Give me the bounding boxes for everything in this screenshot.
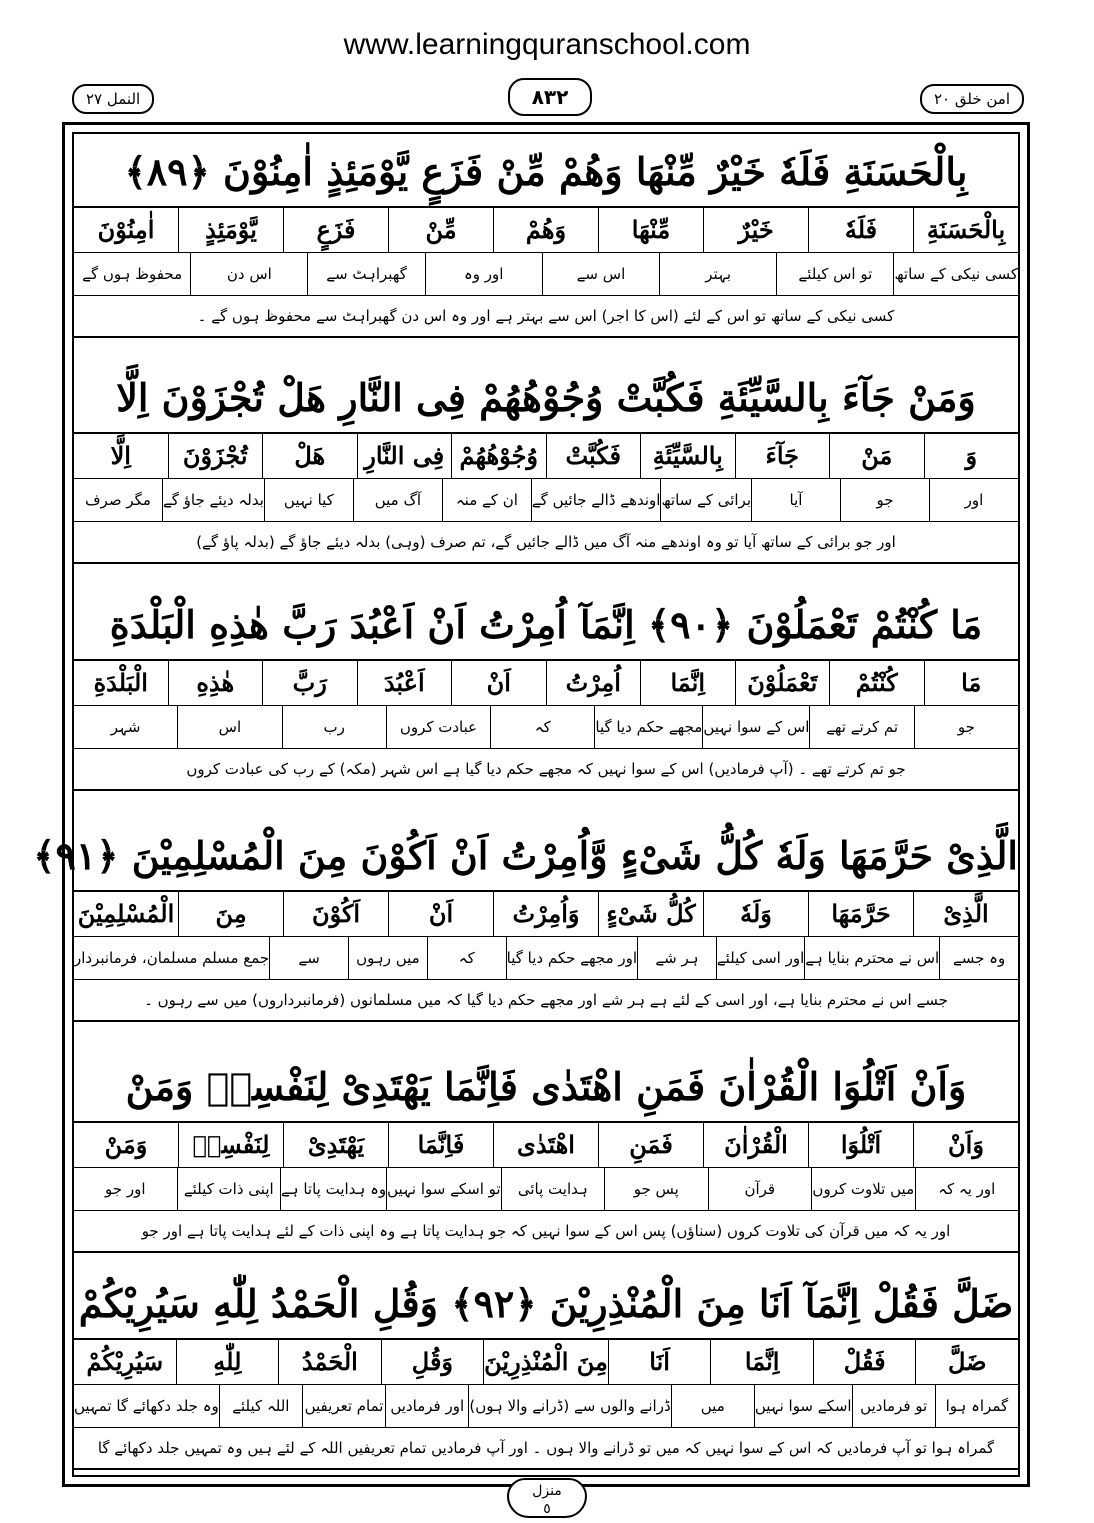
meaning-cell: سے [269, 937, 348, 979]
meaning-cell: اپنی ذات کیلئے [177, 1168, 280, 1210]
word-cell: مِّنْ [388, 208, 493, 252]
word-cell: الْبَلْدَةِ [93, 668, 148, 697]
meaning-cell: پس جو [604, 1168, 707, 1210]
word-cell: بِالسَّيِّئَةِ [640, 434, 735, 478]
meaning-cell: آیا [751, 479, 840, 521]
juz-label: امن خلق ٢٠ [920, 84, 1024, 114]
word-cell: هَلْ [262, 434, 357, 478]
meaning-cell: عبادت کروں [386, 706, 490, 748]
word-row [74, 208, 1018, 253]
meaning-cell: اس نے محترم بنایا ہے [804, 937, 939, 979]
surah-label: النمل ٢٧ [72, 84, 154, 114]
ayah-section [74, 1053, 1018, 1253]
meaning-cell: اور فرمادیں [385, 1385, 468, 1427]
meaning-cell: رب [282, 706, 386, 748]
manzil-badge [507, 1478, 587, 1518]
translation-line: اور جو برائی کے ساتھ آیا تو وہ اوندھے منہ آگ میں ڈالے جائیں گے، تم صرف (وہی) بدلہ دیئے جاؤ گے (بدلہ پاؤ گے) [74, 522, 1018, 564]
meaning-cell: جو [840, 479, 929, 521]
meaning-cell: تمام تعریفیں [302, 1385, 385, 1427]
meaning-cell: اور جو [105, 1180, 146, 1198]
manzil-label: منزل [532, 1483, 562, 1499]
word-cell: وَلَهٗ [703, 892, 808, 936]
meaning-cell: وہ جلد دکھائے گا تمہیں [73, 1397, 219, 1415]
meaning-cell: اس دن [190, 253, 307, 295]
meaning-cell: تو اس کیلئے [776, 253, 893, 295]
meaning-cell: اور [929, 479, 1018, 521]
word-cell: مِنَ الْمُنْذِرِيْنَ [483, 1340, 608, 1384]
meaning-cell: قرآن [708, 1168, 811, 1210]
ayah-text: وَاَنْ اَتْلُوَا الْقُرْاٰنَ فَمَنِ اهْتَدٰى فَاِنَّمَا يَهْتَدِىْ لِنَفْسِهٖ وَمَنْ [74, 1053, 1018, 1123]
meaning-cell: جو [914, 706, 1018, 748]
meaning-cell: اور مجھے حکم دیا گیا [506, 937, 637, 979]
word-cell: فَزَعٍ [283, 208, 388, 252]
meaning-cell: گمراہ ہوا [935, 1385, 1018, 1427]
meaning-cell: اللہ کیلئے [219, 1385, 302, 1427]
ayah-section [74, 138, 1018, 338]
meaning-cell: وہ ہدایت پاتا ہے [280, 1168, 386, 1210]
meaning-cell: کہ [427, 937, 506, 979]
word-cell: الْحَمْدُ [278, 1340, 381, 1384]
word-cell: فَكُبَّتْ [546, 434, 641, 478]
word-cell: اَنْ [451, 661, 546, 705]
word-cell: الَّذِىْ [913, 892, 1018, 936]
word-cell: يَّوْمَئِذٍ [178, 208, 283, 252]
ayah-text: وَمَنْ جَآءَ بِالسَّيِّئَةِ فَكُبَّتْ وُجُوْهُهُمْ فِى النَّارِ هَلْ تُجْزَوْنَ اِلَّا [74, 364, 1018, 434]
word-cell: وَقُلِ [381, 1340, 484, 1384]
meaning-cell: شہر [110, 718, 141, 736]
meaning-cell: بہتر [659, 253, 776, 295]
translation-line: کسی نیکی کے ساتھ تو اس کے لئے (اس کا اجر) اس سے بہتر ہے اور وہ اس دن گھبراہٹ سے محفوظ ہوں گے ۔ [74, 296, 1018, 338]
translation-line: جسے اس نے محترم بنایا ہے، اور اسی کے لئے ہے ہر شے اور مجھے حکم دیا گیا کہ میں مسلمانوں (فرمانبرداروں) میں سے رہوں ۔ [74, 980, 1018, 1022]
meaning-cell: اس [177, 706, 281, 748]
meaning-row [74, 706, 1018, 749]
meaning-cell: بدلہ دیئے جاؤ گے [162, 479, 264, 521]
word-cell: اِلَّا [110, 441, 131, 470]
meaning-cell: آگ میں [353, 479, 442, 521]
word-cell: فَقُلْ [813, 1340, 916, 1384]
meaning-row [74, 937, 1018, 980]
word-row [74, 1340, 1018, 1385]
ayah-section [74, 1270, 1018, 1470]
word-cell: الْقُرْاٰنَ [703, 1123, 808, 1167]
meaning-cell: اوندھے ڈالے جائیں گے [531, 479, 661, 521]
word-cell: بِالْحَسَنَةِ [913, 208, 1018, 252]
meaning-cell: اور یہ کہ [915, 1168, 1018, 1210]
word-cell: مِّنْهَا [598, 208, 703, 252]
meaning-row [74, 479, 1018, 522]
word-cell: لِنَفْسِهٖ [178, 1123, 283, 1167]
word-cell: فَمَنِ [598, 1123, 703, 1167]
meaning-cell: ان کے منہ [442, 479, 531, 521]
meaning-cell: مگر صرف [85, 491, 151, 509]
word-cell: اهْتَدٰى [493, 1123, 598, 1167]
meaning-row [74, 253, 1018, 296]
meaning-cell: کیا نہیں [264, 479, 353, 521]
word-cell: لِلّٰهِ [176, 1340, 279, 1384]
word-cell: هٰذِهِ [168, 661, 263, 705]
site-url: www.learningquranschool.com [343, 28, 751, 61]
meaning-cell: مجھے حکم دیا گیا [594, 706, 702, 748]
word-cell: تَعْمَلُوْنَ [735, 661, 830, 705]
word-cell: وَاُمِرْتُ [493, 892, 598, 936]
ayah-section [74, 364, 1018, 564]
meaning-cell: برائی کے ساتھ [660, 479, 751, 521]
word-cell: جَآءَ [735, 434, 830, 478]
word-cell: حَرَّمَهَا [808, 892, 913, 936]
word-row [74, 661, 1018, 706]
word-cell: وَاَنْ [913, 1123, 1018, 1167]
ayah-text: مَا كُنْتُمْ تَعْمَلُوْنَ ﴿٩٠﴾ اِنَّمَآ اُمِرْتُ اَنْ اَعْبُدَ رَبَّ هٰذِهِ الْبَلْدَةِ [74, 591, 1018, 661]
manzil-number: ٥ [543, 1501, 551, 1517]
meaning-cell: کسی نیکی کے ساتھ [893, 253, 1018, 295]
word-row [74, 434, 1018, 479]
word-cell: كُنْتُمْ [829, 661, 924, 705]
meaning-cell: محفوظ ہوں گے [82, 265, 183, 283]
translation-line: گمراہ ہوا تو آپ فرمادیں کہ اس کے سوا نہیں کہ میں تو ڈرانے والا ہوں ۔ اور آپ فرمادیں تمام تعریفیں اللہ کے لئے ہیں وہ تمہیں جلد دکھائے گا [74, 1428, 1018, 1470]
meaning-cell: اور اسی کیلئے [716, 937, 804, 979]
ayah-section [33, 822, 1018, 1022]
word-cell: تُجْزَوْنَ [168, 434, 263, 478]
word-cell: اِنَّمَا [640, 661, 735, 705]
word-cell: وَهُمْ [493, 208, 598, 252]
word-cell: وَ [924, 434, 1019, 478]
meaning-row [74, 1168, 1018, 1211]
meaning-cell: اس سے [542, 253, 659, 295]
word-cell: اٰمِنُوْنَ [97, 215, 155, 244]
meaning-cell: تو فرمادیں [852, 1385, 935, 1427]
word-cell: اُمِرْتُ [546, 661, 641, 705]
meaning-cell: گھبراہٹ سے [307, 253, 424, 295]
word-cell: فِى النَّارِ [357, 434, 452, 478]
word-cell: اَكُوْنَ [283, 892, 388, 936]
page-number: ٨٣٢ [508, 78, 592, 116]
meaning-cell: میں [671, 1385, 754, 1427]
translation-line: جو تم کرتے تھے ۔ (آپ فرمادیں) اس کے سوا نہیں کہ مجھے حکم دیا گیا ہے اس شہر (مکہ) کے رب کی عبادت کروں [74, 749, 1018, 791]
word-cell: فَلَهٗ [808, 208, 913, 252]
word-cell: مِنَ [178, 892, 283, 936]
word-cell: رَبَّ [262, 661, 357, 705]
ayah-text: بِالْحَسَنَةِ فَلَهٗ خَيْرٌ مِّنْهَا وَهُمْ مِّنْ فَزَعٍ يَّوْمَئِذٍ اٰمِنُوْنَ ﴿٨٩﴾ [74, 138, 1018, 208]
meaning-cell: اور وہ [425, 253, 542, 295]
page-header [72, 78, 1024, 116]
word-cell: كُلُّ شَىْءٍ [598, 892, 703, 936]
word-row [74, 1123, 1018, 1168]
word-cell: اَنْ [388, 892, 493, 936]
meaning-cell: میں تلاوت کروں [811, 1168, 914, 1210]
meaning-row [74, 1385, 1018, 1428]
meaning-cell: تو اسکے سوا نہیں [386, 1168, 500, 1210]
word-cell: مَا [924, 661, 1019, 705]
word-row [74, 892, 1018, 937]
word-cell: وُجُوْهُهُمْ [451, 434, 546, 478]
word-cell: سَيُرِيْكُمْ [86, 1347, 164, 1376]
meaning-cell: میں رہوں [348, 937, 427, 979]
meaning-cell: وہ جسے [939, 937, 1018, 979]
ayah-text: الَّذِىْ حَرَّمَهَا وَلَهٗ كُلُّ شَىْءٍ وَّاُمِرْتُ اَنْ اَكُوْنَ مِنَ الْمُسْلِمِيْنَ ﴿٩١﴾ [74, 822, 1018, 892]
word-cell: مَنْ [829, 434, 924, 478]
word-cell: اَعْبُدَ [357, 661, 452, 705]
word-cell: وَمَنْ [104, 1130, 148, 1159]
word-cell: اِنَّمَا [710, 1340, 813, 1384]
word-cell: اَتْلُوَا [808, 1123, 913, 1167]
translation-line: اور یہ کہ میں قرآن کی تلاوت کروں (سناؤں) پس اس کے سوا نہیں کہ جو ہدایت پاتا ہے وہ اپنی ذات کے لئے ہدایت پاتا ہے اور جو [74, 1211, 1018, 1253]
ayah-text: ضَلَّ فَقُلْ اِنَّمَآ اَنَا مِنَ الْمُنْذِرِيْنَ ﴿٩٢﴾ وَقُلِ الْحَمْدُ لِلّٰهِ سَيُرِيْكُمْ [74, 1270, 1018, 1340]
meaning-cell: ڈرانے والوں سے (ڈرانے والا ہوں) [468, 1385, 670, 1427]
word-cell: الْمُسْلِمِيْنَ [77, 899, 175, 928]
word-cell: خَيْرٌ [703, 208, 808, 252]
meaning-cell: تم کرتے تھے [809, 706, 913, 748]
meaning-cell: ہدایت پائی [501, 1168, 604, 1210]
meaning-cell: اس کے سوا نہیں [702, 706, 809, 748]
word-cell: يَهْتَدِىْ [283, 1123, 388, 1167]
ayah-section [74, 591, 1018, 791]
word-cell: اَنَا [608, 1340, 711, 1384]
word-cell: ضَلَّ [915, 1340, 1018, 1384]
meaning-cell: جمع مسلم مسلمان، فرمانبردار [73, 949, 270, 967]
meaning-cell: ہر شے [637, 937, 716, 979]
meaning-cell: کہ [490, 706, 594, 748]
meaning-cell: اسکے سوا نہیں [754, 1385, 852, 1427]
word-cell: فَاِنَّمَا [388, 1123, 493, 1167]
